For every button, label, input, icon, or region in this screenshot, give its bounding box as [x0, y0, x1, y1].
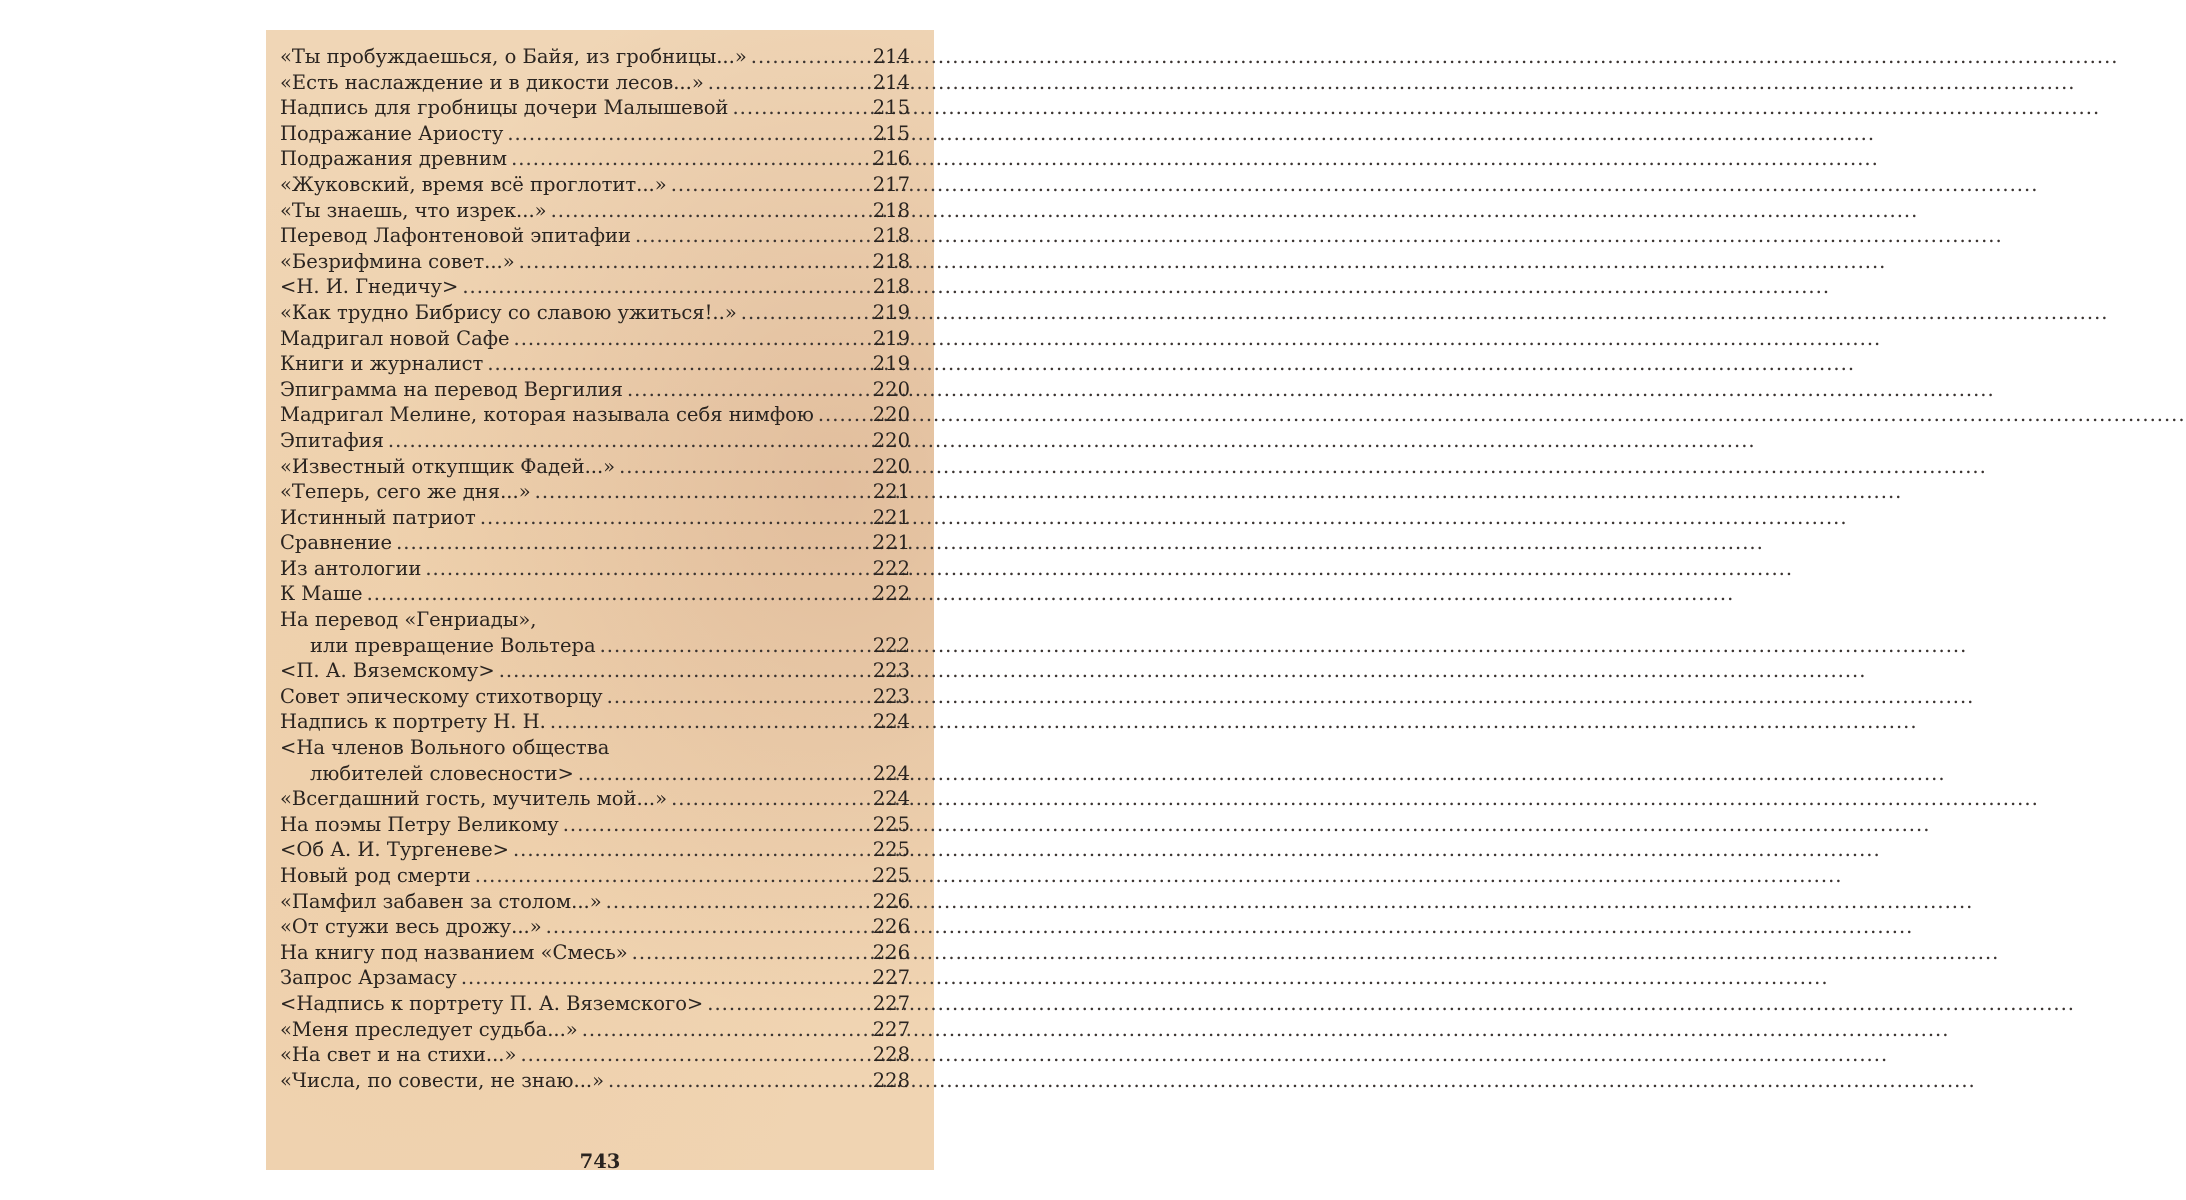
- toc-entry: [280, 786, 910, 812]
- leader-dots: [578, 761, 867, 787]
- leader-dots: [707, 991, 866, 1017]
- toc-entry-page: 215: [872, 121, 910, 145]
- toc-entry: [280, 198, 910, 224]
- toc-entry-continuation: [280, 633, 910, 659]
- toc-entry-title: «Меня преследует судьба...»: [280, 1017, 578, 1041]
- toc-entry-title: <Н. И. Гнедичу>: [280, 275, 459, 299]
- toc-entry: [280, 479, 910, 505]
- toc-entry: [280, 914, 910, 940]
- toc-entry-page: 227: [872, 966, 910, 990]
- toc-entry-page: 214: [872, 45, 910, 68]
- toc-entry-page: 221: [872, 480, 910, 504]
- leader-dots: [600, 633, 867, 659]
- leader-dots: [619, 454, 867, 480]
- leader-dots: [535, 479, 867, 505]
- toc-entry-continuation: [280, 761, 910, 787]
- leader-dots: [461, 965, 867, 991]
- toc-entry-title: На поэмы Петру Великому: [280, 812, 559, 836]
- toc-entry: [280, 249, 910, 275]
- toc-entry: [280, 300, 910, 326]
- leader-dots: [818, 402, 867, 428]
- toc-entry: [280, 351, 910, 377]
- leader-dots: [462, 274, 866, 300]
- toc-entry: [280, 1068, 910, 1094]
- leader-dots: [551, 198, 867, 224]
- toc-entry-title: «Безрифмина совет...»: [280, 249, 515, 273]
- toc-entry-page: 216: [872, 147, 910, 171]
- leader-dots: [732, 95, 866, 121]
- toc-entry: [280, 223, 910, 249]
- toc-entry-page: 223: [872, 659, 910, 683]
- toc-entry-title: Мадригал новой Сафе: [280, 326, 510, 350]
- toc-entry-page: 215: [872, 96, 910, 120]
- toc-entry-title: Эпиграмма на перевод Вергилия: [280, 377, 623, 401]
- toc-entry-page: 225: [872, 864, 910, 887]
- toc-entry-title: Надпись к портрету Н. Н.: [280, 710, 546, 734]
- toc-entry: [280, 326, 910, 352]
- toc-entry-page: 224: [872, 710, 910, 734]
- toc-entry-page: 220: [872, 377, 910, 401]
- toc-entry-title: «Числа, по совести, не знаю...»: [280, 1068, 605, 1092]
- toc-entry: [280, 377, 910, 403]
- toc-entry-title: Совет эпическому стихотворцу: [280, 684, 603, 708]
- toc-entry-page: 220: [872, 428, 910, 452]
- toc-entry: [280, 95, 910, 121]
- toc-entry: [280, 172, 910, 198]
- toc-entry: [280, 581, 910, 607]
- toc-entry: [280, 428, 910, 454]
- toc-entry-page: 219: [872, 326, 910, 350]
- toc-entry-title: «Ты знаешь, что изрек...»: [280, 198, 547, 222]
- page-number: 743: [579, 1150, 621, 1173]
- toc-entry-page: 222: [872, 582, 910, 606]
- toc-entry: [280, 889, 910, 915]
- toc-entry-page: 219: [872, 300, 910, 324]
- toc-entry-title: «Жуковский, время всё проглотит...»: [280, 172, 667, 196]
- toc-entry-title: <На членов Вольного общества: [280, 736, 610, 760]
- toc-entry-page: 217: [872, 172, 910, 196]
- toc-entry-title: «Всегдашний гость, мучитель мой...»: [280, 787, 668, 811]
- toc-entry-title: Подражания древним: [280, 147, 508, 171]
- toc-entry-page: 218: [872, 249, 910, 273]
- toc-entry-title: Мадригал Мелине, которая называла себя нимфою: [280, 403, 814, 427]
- leader-dots: [487, 351, 866, 377]
- toc-entry-title: «На свет и на стихи...»: [280, 1043, 517, 1067]
- leader-dots: [606, 889, 867, 915]
- toc-entry: [280, 940, 910, 966]
- toc-entry-title: «Известный откупщик Фадей...»: [280, 454, 616, 478]
- toc-entry: [280, 556, 910, 582]
- toc-entry: [280, 44, 910, 70]
- toc-entry-page: 227: [872, 991, 910, 1015]
- toc-entry-page: 224: [872, 787, 910, 811]
- leader-dots: [388, 428, 867, 454]
- toc-entry: [280, 1017, 910, 1043]
- leader-dots: [563, 812, 867, 838]
- toc-entry-title: Книги и журналист: [280, 352, 484, 376]
- toc-entry: [280, 658, 910, 684]
- toc-entry-title: <П. А. Вяземскому>: [280, 659, 495, 683]
- toc-entry-title: На книгу под названием «Смесь»: [280, 940, 628, 964]
- leader-dots: [582, 1017, 867, 1043]
- toc-entry-title: «Есть наслаждение и в дикости лесов...»: [280, 70, 704, 94]
- leader-dots: [519, 249, 867, 275]
- toc-entry-title: Надпись для гробницы дочери Малышевой: [280, 96, 729, 120]
- toc-entry-title: «Теперь, сего же дня...»: [280, 480, 531, 504]
- toc-entry: [280, 274, 910, 300]
- toc-entry: [280, 837, 910, 863]
- leader-dots: [546, 914, 867, 940]
- toc-entry-page: 227: [872, 1017, 910, 1041]
- toc-entry: [280, 863, 910, 889]
- toc-entry-title: Сравнение: [280, 531, 393, 555]
- leader-dots: [507, 121, 866, 147]
- toc-entry: [280, 684, 910, 710]
- toc-entry-page: 222: [872, 556, 910, 580]
- toc-entry-title: Из антологии: [280, 556, 422, 580]
- toc-entry-page: 223: [872, 684, 910, 708]
- toc-entry: [280, 121, 910, 147]
- toc-entry: [280, 146, 910, 172]
- toc-entry: [280, 607, 910, 633]
- toc-entry-title: любителей словесности>: [310, 761, 574, 785]
- toc-entry-page: 218: [872, 198, 910, 222]
- toc-entry-page: 225: [872, 838, 910, 862]
- leader-dots: [608, 1068, 867, 1094]
- toc-entry-page: 218: [872, 224, 910, 248]
- leader-dots: [475, 863, 867, 889]
- leader-dots: [425, 556, 866, 582]
- toc-entry: [280, 454, 910, 480]
- leader-dots: [396, 530, 867, 556]
- table-of-contents: [280, 44, 910, 1093]
- toc-entry-title: «Ты пробуждаешься, о Байя, из гробницы...»: [280, 45, 747, 68]
- toc-entry: [280, 965, 910, 991]
- toc-entry: [280, 530, 910, 556]
- leader-dots: [480, 505, 867, 531]
- toc-entry-page: 228: [872, 1043, 910, 1067]
- leader-dots: [708, 70, 867, 96]
- leader-dots: [671, 786, 867, 812]
- toc-entry-title: «Памфил забавен за столом...»: [280, 889, 602, 913]
- leader-dots: [550, 709, 867, 735]
- toc-entry-title: Эпитафия: [280, 428, 384, 452]
- leader-dots: [635, 223, 867, 249]
- toc-entry: [280, 709, 910, 735]
- toc-entry-page: 226: [872, 915, 910, 939]
- toc-entry-title: Новый род смерти: [280, 864, 471, 887]
- leader-dots: [513, 837, 867, 863]
- toc-entry-page: 228: [872, 1068, 910, 1092]
- leader-dots: [520, 1042, 866, 1068]
- toc-entry-title: «Как трудно Бибрису со славою ужиться!..»: [280, 300, 737, 324]
- toc-entry-title: «От стужи весь дрожу...»: [280, 915, 542, 939]
- toc-entry-page: 226: [872, 889, 910, 913]
- leader-dots: [741, 300, 867, 326]
- leader-dots: [367, 581, 867, 607]
- toc-entry-page: 222: [872, 633, 910, 657]
- leader-dots: [511, 146, 867, 172]
- toc-entry: [280, 70, 910, 96]
- toc-entry: [280, 1042, 910, 1068]
- toc-entry-title: Истинный патриот: [280, 505, 476, 529]
- toc-entry-page: 221: [872, 505, 910, 529]
- toc-entry: [280, 991, 910, 1017]
- toc-entry: [280, 505, 910, 531]
- toc-entry-title: Подражание Ариосту: [280, 121, 504, 145]
- toc-entry-title: Перевод Лафонтеновой эпитафии: [280, 224, 631, 248]
- toc-entry-page: 224: [872, 761, 910, 785]
- toc-entry-title: или превращение Вольтера: [310, 633, 596, 657]
- toc-entry-title: <Об А. И. Тургеневе>: [280, 838, 509, 862]
- leader-dots: [499, 658, 867, 684]
- toc-entry-title: К Маше: [280, 582, 363, 606]
- toc-entry-page: 218: [872, 275, 910, 299]
- toc-entry: [280, 402, 910, 428]
- toc-entry-page: 220: [872, 403, 910, 427]
- toc-entry: [280, 735, 910, 761]
- leader-dots: [671, 172, 867, 198]
- toc-entry-page: 220: [872, 454, 910, 478]
- toc-entry-page: 226: [872, 940, 910, 964]
- leader-dots: [627, 377, 867, 403]
- leader-dots: [607, 684, 867, 710]
- leader-dots: [514, 326, 867, 352]
- toc-entry: [280, 812, 910, 838]
- toc-entry-page: 225: [872, 812, 910, 836]
- toc-entry-title: Запрос Арзамасу: [280, 966, 457, 990]
- toc-entry-title: <Надпись к портрету П. А. Вяземского>: [280, 991, 704, 1015]
- leader-dots: [751, 44, 867, 70]
- toc-entry-page: 214: [872, 70, 910, 94]
- toc-entry-title: На перевод «Генриады»,: [280, 608, 537, 632]
- toc-entry-page: 221: [872, 531, 910, 555]
- book-page: [266, 30, 934, 1173]
- toc-entry-page: 219: [872, 352, 910, 376]
- leader-dots: [632, 940, 867, 966]
